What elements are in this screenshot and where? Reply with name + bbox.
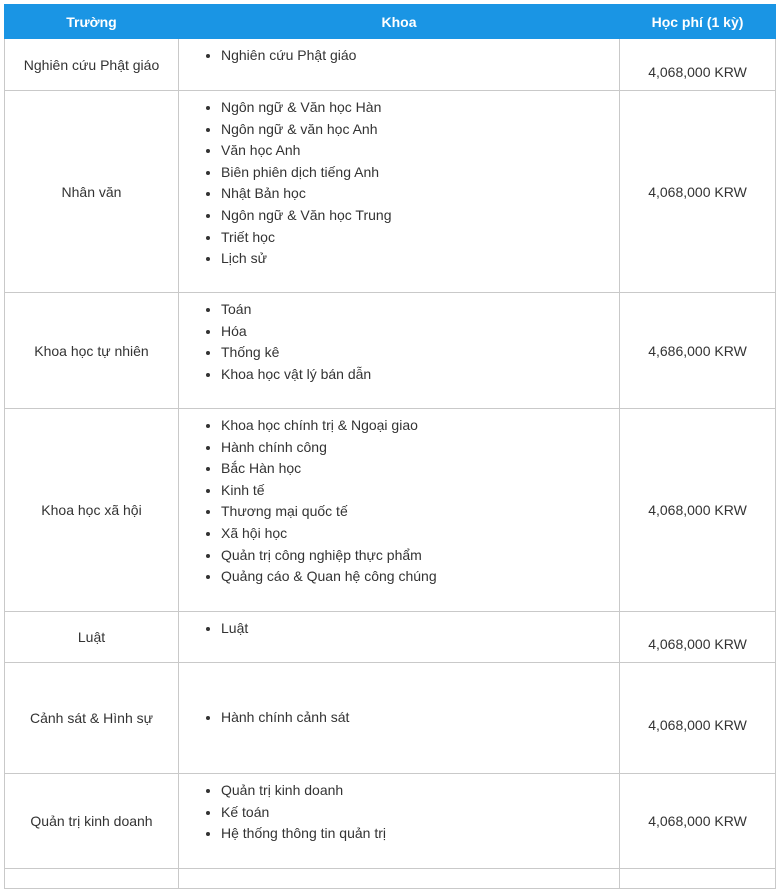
list-item: • Khoa học vật lý bán dẫn <box>221 364 619 386</box>
majors-list <box>179 618 619 640</box>
list-item: • Ngôn ngữ & văn học Anh <box>221 119 619 141</box>
fee-cell <box>620 612 776 663</box>
school-cell: Nhân văn <box>5 91 179 293</box>
list-item: • Hành chính công <box>221 437 619 459</box>
fee-value: 4,068,000 KRW <box>648 636 747 652</box>
list-item: • Nghiên cứu Phật giáo <box>221 45 619 67</box>
list-item: • Bắc Hàn học <box>221 458 619 480</box>
list-item: • Quản trị kinh doanh <box>221 780 619 802</box>
table-row <box>5 663 776 774</box>
school-cell: Nghiên cứu Phật giáo <box>5 39 179 91</box>
list-item: • Hóa <box>221 321 619 343</box>
majors-cell <box>179 663 620 774</box>
tuition-table <box>4 4 776 889</box>
list-item: • Xã hội học <box>221 523 619 545</box>
majors-cell <box>179 91 620 293</box>
fee-value: 4,068,000 KRW <box>648 63 747 80</box>
header-majors: Khoa <box>179 5 620 39</box>
list-item: • Luật <box>221 618 619 640</box>
list-item: • Văn học Anh <box>221 140 619 162</box>
majors-cell <box>179 612 620 663</box>
majors-cell <box>179 409 620 612</box>
list-item: • Lịch sử <box>221 248 619 270</box>
majors-list <box>179 299 619 385</box>
majors-cell <box>179 39 620 91</box>
fee-cell <box>620 39 776 91</box>
school-cell: Khoa học tự nhiên <box>5 293 179 409</box>
list-item: • Quảng cáo & Quan hệ công chúng <box>221 566 619 588</box>
fee-cell <box>620 869 776 889</box>
fee-value: 4,068,000 KRW <box>648 717 747 733</box>
table-row <box>5 774 776 869</box>
list-item: • Hành chính cảnh sát <box>221 707 619 729</box>
header-row <box>5 5 776 39</box>
header-fee: Học phí (1 kỳ) <box>620 5 776 39</box>
majors-cell <box>179 293 620 409</box>
list-item: • Kế toán <box>221 802 619 824</box>
school-cell: Khoa học xã hội <box>5 409 179 612</box>
school-cell: Quản trị kinh doanh <box>5 774 179 869</box>
list-item: • Thống kê <box>221 342 619 364</box>
list-item: • Kinh tế <box>221 480 619 502</box>
fee-cell: 4,686,000 KRW <box>620 293 776 409</box>
list-item: • Nhật Bản học <box>221 183 619 205</box>
table-row <box>5 293 776 409</box>
list-item: • Hệ thống thông tin quản trị <box>221 823 619 845</box>
majors-cell <box>179 869 620 889</box>
school-cell: Cảnh sát & Hình sự <box>5 663 179 774</box>
header-school: Trường <box>5 5 179 39</box>
list-item: • Khoa học chính trị & Ngoại giao <box>221 415 619 437</box>
list-item: • Thương mại quốc tế <box>221 501 619 523</box>
fee-cell: 4,068,000 KRW <box>620 91 776 293</box>
table-row <box>5 91 776 293</box>
majors-cell <box>179 774 620 869</box>
school-cell: Luật <box>5 612 179 663</box>
list-item: • Quản trị công nghiệp thực phẩm <box>221 545 619 567</box>
fee-cell: 4,068,000 KRW <box>620 409 776 612</box>
table-row <box>5 39 776 91</box>
list-item: • Toán <box>221 299 619 321</box>
fee-cell <box>620 663 776 774</box>
table-row <box>5 409 776 612</box>
majors-list <box>179 45 619 67</box>
list-item: • Triết học <box>221 227 619 249</box>
majors-list <box>179 97 619 270</box>
list-item: • Ngôn ngữ & Văn học Hàn <box>221 97 619 119</box>
list-item: • Biên phiên dịch tiếng Anh <box>221 162 619 184</box>
list-item: • Ngôn ngữ & Văn học Trung <box>221 205 619 227</box>
table-row <box>5 612 776 663</box>
majors-list <box>179 707 619 729</box>
table-row <box>5 869 776 889</box>
school-cell <box>5 869 179 889</box>
majors-list <box>179 780 619 845</box>
fee-cell: 4,068,000 KRW <box>620 774 776 869</box>
majors-list <box>179 415 619 588</box>
